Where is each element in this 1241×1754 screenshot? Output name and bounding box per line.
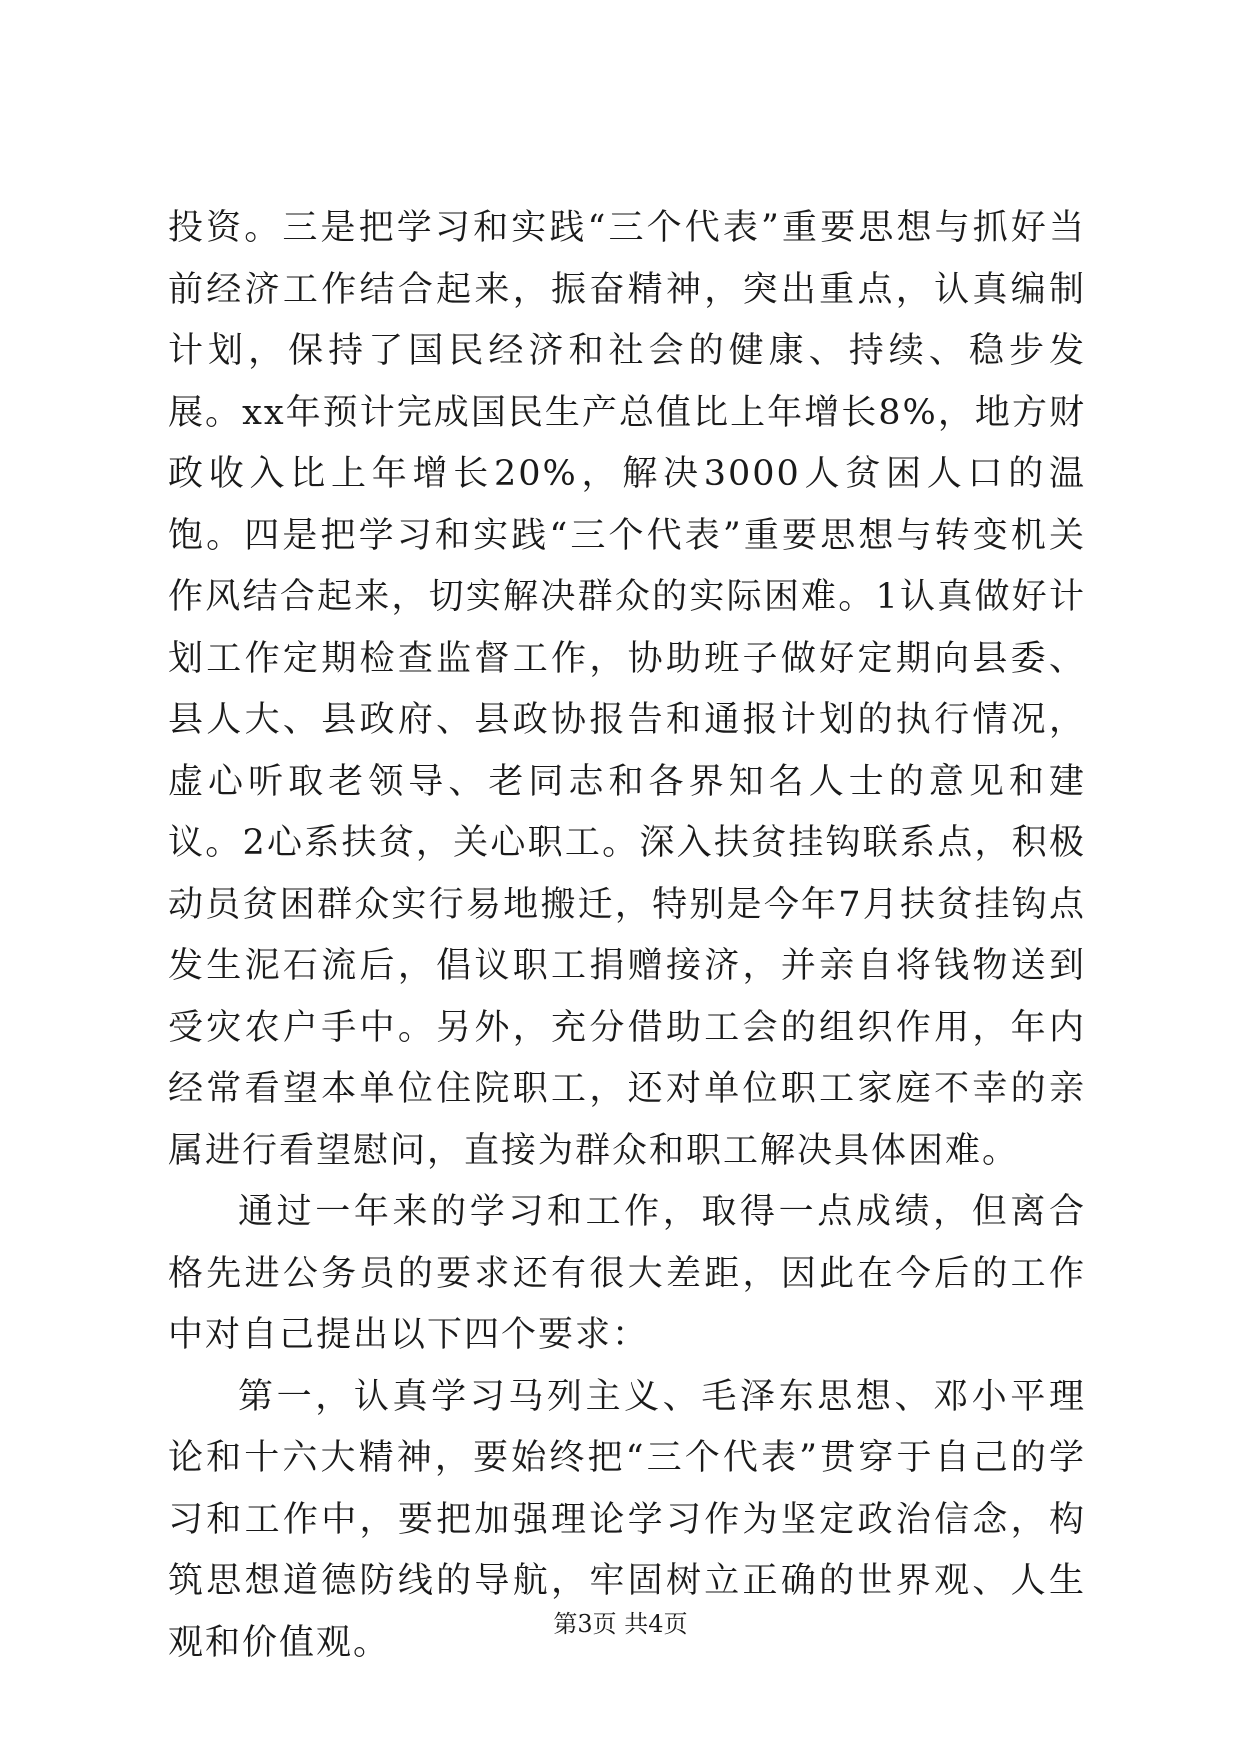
paragraph-requirement-one: 第一，认真学习马列主义、毛泽东思想、邓小平理论和十六大精神，要始终把“三个代表”贯穿于自己的学习和工作中，要把加强理论学习作为坚定政治信念，构筑思想道德防线的导航，牢固树立正确的世界观、人生观和价值观。	[168, 1376, 1086, 1663]
paragraph-summary: 通过一年来的学习和工作，取得一点成绩，但离合格先进公务员的要求还有很大差距，因此在今后的工作中对自己提出以下四个要求：	[168, 1192, 1086, 1355]
page-footer: 第3页 共4页	[553, 1610, 688, 1638]
paragraph-continuation: 投资。三是把学习和实践“三个代表”重要思想与抓好当前经济工作结合起来，振奋精神，突出重点，认真编制计划，保持了国民经济和社会的健康、持续、稳步发展。xx年预计完成国民生产总值比上年增长8%，地方财政收入比上年增长20%，解决3000人贫困人口的温饱。四是把学习和实践“三个代表”重要思想与转变机关作风结合起来，切实解决群众的实际困难。1认真做好计划工作定期检查监督工作，协助班子做好定期向县委、县人大、县政府、县政协报告和通报计划的执行情况，虚心听取老领导、老同志和各界知名人士的意见和建议。2心系扶贫，关心职工。深入扶贫挂钩联系点，积极动员贫困群众实行易地搬迁，特别是今年7月扶贫挂钩点发生泥石流后，倡议职工捐赠接济，并亲自将钱物送到受灾农户手中。另外，充分借助工会的组织作用，年内经常看望本单位住院职工，还对单位职工家庭不幸的亲属进行看望慰问，直接为群众和职工解决具体困难。	[168, 208, 1086, 1171]
document-body	[168, 198, 1086, 1674]
